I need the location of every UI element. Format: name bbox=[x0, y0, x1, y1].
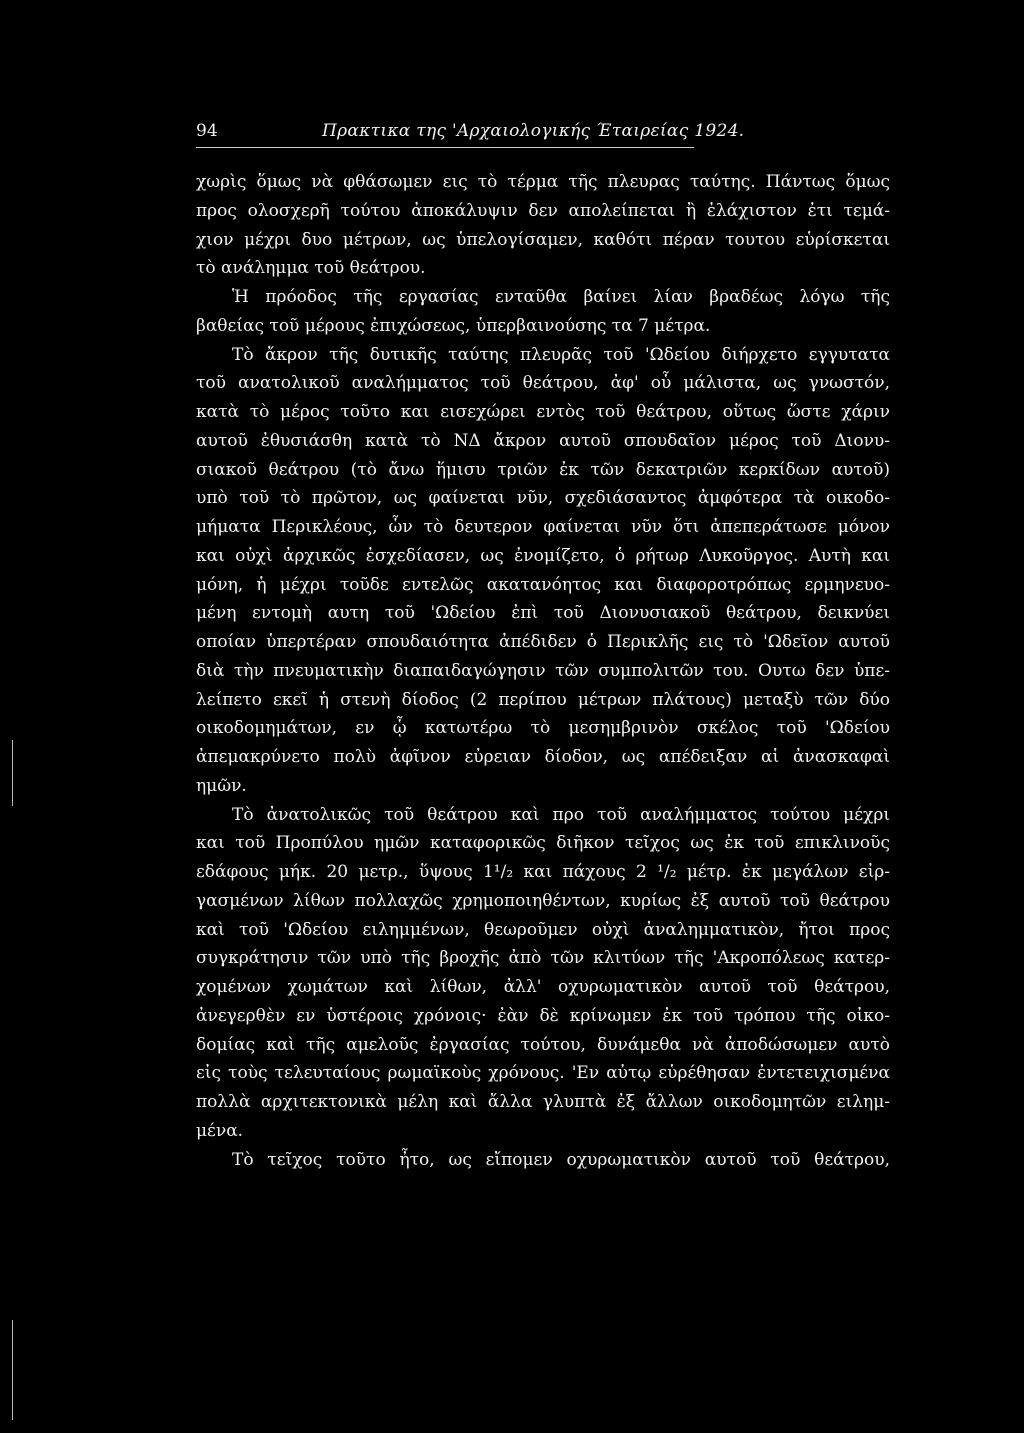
text-line: τοῦ ανατολικοῦ αναλήμματος τοῦ θεάτρου, ἀφ' οὗ μάλιστα, ως γνωστόν, bbox=[196, 373, 890, 394]
text-line: εἰς τοὺς τελευταίους ρωμαϊκοὺς χρόνους. 'Εν αὐτῳ εὑρέθησαν ἐντετειχισμένα bbox=[196, 1063, 890, 1084]
text-line: μένα. bbox=[196, 1120, 244, 1141]
text-line: και οὐχὶ ἀρχικῶς ἐσχεδίασεν, ως ἐνομίζετο, ὁ ρήτωρ Λυκοῦργος. Αυτὴ και bbox=[196, 545, 890, 566]
text-line: μήματα Περικλέους, ὧν τὸ δευτερον φαίνεται νῦν ὅτι ἀπεπεράτωσε μόνον bbox=[196, 517, 890, 537]
text-line: βαθείας τοῦ μέρους ἐπιχώσεως, ὑπερβαινούσης τα 7 μέτρα. bbox=[196, 315, 711, 336]
text-line: μένη εντομὴ αυτη τοῦ 'Ωδείου ἐπὶ τοῦ Διονυσιακοῦ θεάτρου, δεικνύει bbox=[196, 603, 890, 624]
text-line: κατὰ τὸ μέρος τοῦτο και εισεχώρει εντὸς τοῦ θεάτρου, οὕτως ὥστε χάριν bbox=[196, 402, 890, 422]
text-line: αυτοῦ ἐθυσιάσθη κατὰ τὸ ΝΔ ἄκρον αυτοῦ σπουδαῖον μέρος τοῦ Διονυ- bbox=[196, 430, 890, 451]
page-number: 94 bbox=[196, 121, 218, 141]
text-line: εδάφους μήκ. 20 μετρ., ὕψους 1¹/₂ και πάχους 2 ¹/₂ μέτρ. ἐκ μεγάλων εἰρ- bbox=[196, 862, 890, 882]
text-line: διὰ τὴν πνευματικὴν διαπαιδαγώγησιν τῶν συμπολιτῶν του. Ουτω δεν ὑπε- bbox=[196, 660, 890, 681]
scan-edge-mark bbox=[12, 740, 13, 806]
text-line: λείπετο εκεῖ ἡ στενὴ δίοδος (2 περίπου μέτρων πλάτους) μεταξὺ τῶν δύο bbox=[196, 689, 890, 710]
text-line: δομίας καὶ τῆς αμελοῦς ἐργασίας τούτου, δυνάμεθα νὰ ἀποδώσωμεν αυτὸ bbox=[196, 1034, 890, 1055]
text-line: οποίαν ὑπερτέραν σπουδαιότητα ἀπέδιδεν ὁ Περικλῆς εις τὸ 'Ωδεῖον αυτοῦ bbox=[196, 632, 890, 652]
running-header bbox=[196, 121, 890, 147]
text-line: σιακοῦ θεάτρου (τὸ ἄνω ἥμισυ τριῶν ἐκ τῶν δεκατριῶν κερκίδων αυτοῦ) bbox=[196, 459, 890, 480]
text-line: ημῶν. bbox=[196, 775, 247, 796]
text-line: καὶ τοῦ 'Ωδείου ειλημμένων, θεωροῦμεν οὐχὶ ἀναλημματικὸν, ἤτοι προς bbox=[196, 919, 890, 940]
text-line: χιον μέχρι δυο μέτρων, ως ὑπελογίσαμεν, καθότι πέραν τουτου εὑρίσκεται bbox=[196, 229, 890, 250]
text-line: χωρὶς ὅμως νὰ φθάσωμεν εις τὸ τέρμα τῆς πλευρας ταύτης. Πάντως ὅμως bbox=[196, 172, 890, 192]
text-line: Ἡ πρόοδος τῆς εργασίας ενταῦθα βαίνει λίαν βραδέως λόγω τῆς bbox=[232, 287, 890, 307]
text-line: Τὸ τεῖχος τοῦτο ἦτο, ως εἴπομεν οχυρωματικὸν αυτοῦ τοῦ θεάτρου, bbox=[232, 1149, 890, 1170]
text-line: Τὸ ἄκρον τῆς δυτικῆς ταύτης πλευρᾶς τοῦ 'Ωδείου διήρχετο εγγυτατα bbox=[232, 344, 890, 365]
text-line: συγκράτησιν τῶν υπὸ τῆς βροχῆς ἀπὸ τῶν κλιτύων τῆς 'Ακροπόλεως κατερ- bbox=[196, 948, 890, 969]
text-line: Τὸ ἀνατολικῶς τοῦ θεάτρου καὶ προ τοῦ αναλήμματος τούτου μέχρι bbox=[232, 804, 890, 825]
body-text bbox=[196, 168, 890, 1174]
scan-edge-mark bbox=[12, 1320, 13, 1420]
text-line: γασμένων λίθων πολλαχῶς χρημοποιηθέντων, κυρίως ἐξ αυτοῦ τοῦ θεάτρου bbox=[196, 890, 890, 911]
text-line: ἀπεμακρύνετο πολὺ ἀφῖνον εὐρειαν δίοδον, ως απέδειξαν αἱ ἀνασκαφαὶ bbox=[196, 747, 890, 767]
text-line: χομένων χωμάτων καὶ λίθων, ἀλλ' οχυρωματικὸν αυτοῦ τοῦ θεάτρου, bbox=[196, 977, 890, 997]
text-line: ἀνεγερθὲν εν ὑστέροις χρόνοις· ἐὰν δὲ κρίνωμεν ἐκ τοῦ τρόπου τῆς οἰκο- bbox=[196, 1005, 890, 1026]
header-rule bbox=[196, 147, 694, 148]
running-title: Πρακτικα της 'Αρχαιολογικής Έταιρείας 1924. bbox=[322, 121, 745, 141]
text-line: οικοδομημάτων, εν ᾧ κατωτέρω τὸ μεσημβρινὸν σκέλος τοῦ 'Ωδείου bbox=[196, 718, 890, 739]
text-line: υπὸ τοῦ τὸ πρῶτον, ως φαίνεται νῦν, σχεδιάσαντος ἀμφότερα τὰ οικοδο- bbox=[196, 488, 890, 509]
text-line: και τοῦ Προπύλου ημῶν καταφορικῶς διῆκον τεῖχος ως ἐκ τοῦ επικλινοῦς bbox=[196, 833, 890, 854]
text-line: μόνη, ἡ μέχρι τοῦδε εντελῶς ακατανόητος και διαφοροτρόπως ερμηνευο- bbox=[196, 574, 890, 595]
text-line: τὸ ανάλημμα τοῦ θεάτρου. bbox=[196, 258, 426, 279]
text-line: πολλὰ αρχιτεκτονικὰ μέλη καὶ ἄλλα γλυπτὰ ἐξ ἄλλων οικοδομητῶν ειλημ- bbox=[196, 1092, 890, 1112]
text-line: προς ολοσχερῆ τούτου ἀποκάλυψιν δεν απολείπεται ἢ ἐλάχιστον ἐτι τεμά- bbox=[196, 200, 890, 221]
